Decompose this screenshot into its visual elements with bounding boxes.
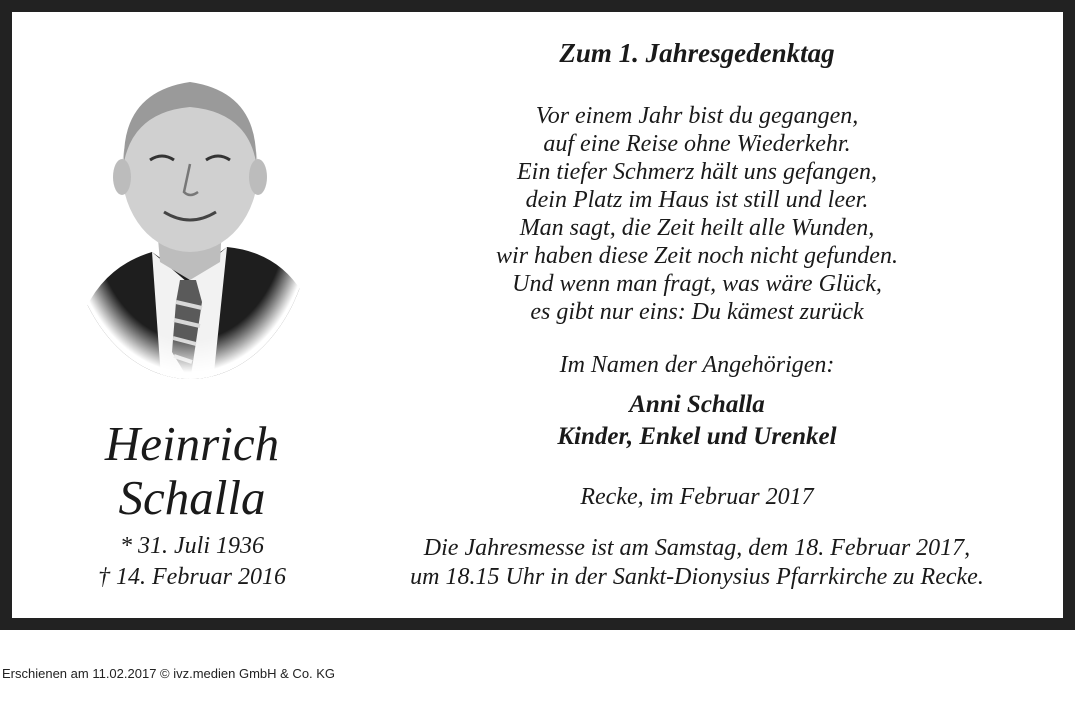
poem-line: dein Platz im Haus ist still und leer.: [525, 187, 869, 213]
signature-label: Im Namen der Angehörigen:: [559, 352, 835, 378]
portrait-image: [62, 52, 322, 392]
poem-line: Vor einem Jahr bist du gegangen,: [535, 103, 859, 129]
place-date: Recke, im Februar 2017: [580, 484, 814, 510]
poem-line: Ein tiefer Schmerz hält uns gefangen,: [517, 159, 877, 185]
poem: [342, 102, 1052, 326]
poem-line: auf eine Reise ohne Wiederkehr.: [543, 131, 851, 157]
signature-name-primary: Anni Schalla: [629, 391, 765, 418]
portrait-photo: [62, 52, 322, 392]
mass-info-line: um 18.15 Uhr in der Sankt-Dionysius Pfarrkirche zu Recke.: [410, 564, 984, 590]
mass-info-line: Die Jahresmesse ist am Samstag, dem 18. Februar 2017,: [423, 535, 971, 561]
signature-name-family: Kinder, Enkel und Urenkel: [557, 423, 837, 450]
poem-line: Und wenn man fragt, was wäre Glück,: [512, 271, 882, 297]
publication-footer: Erschienen am 11.02.2017 © ivz.medien GmbH & Co. KG: [2, 666, 336, 681]
deceased-first-name: Heinrich: [104, 416, 280, 471]
obituary-card: [12, 12, 1063, 618]
deceased-last-name: Schalla: [118, 470, 266, 525]
poem-line: es gibt nur eins: Du kämest zurück: [530, 299, 864, 325]
birth-date: * 31. Juli 1936: [120, 533, 264, 559]
mass-info: [342, 534, 1052, 592]
poem-line: Man sagt, die Zeit heilt alle Wunden,: [519, 215, 875, 241]
death-date: † 14. Februar 2016: [98, 564, 286, 590]
poem-line: wir haben diese Zeit noch nicht gefunden.: [496, 243, 898, 269]
notice-title: Zum 1. Jahresgedenktag: [559, 38, 835, 68]
